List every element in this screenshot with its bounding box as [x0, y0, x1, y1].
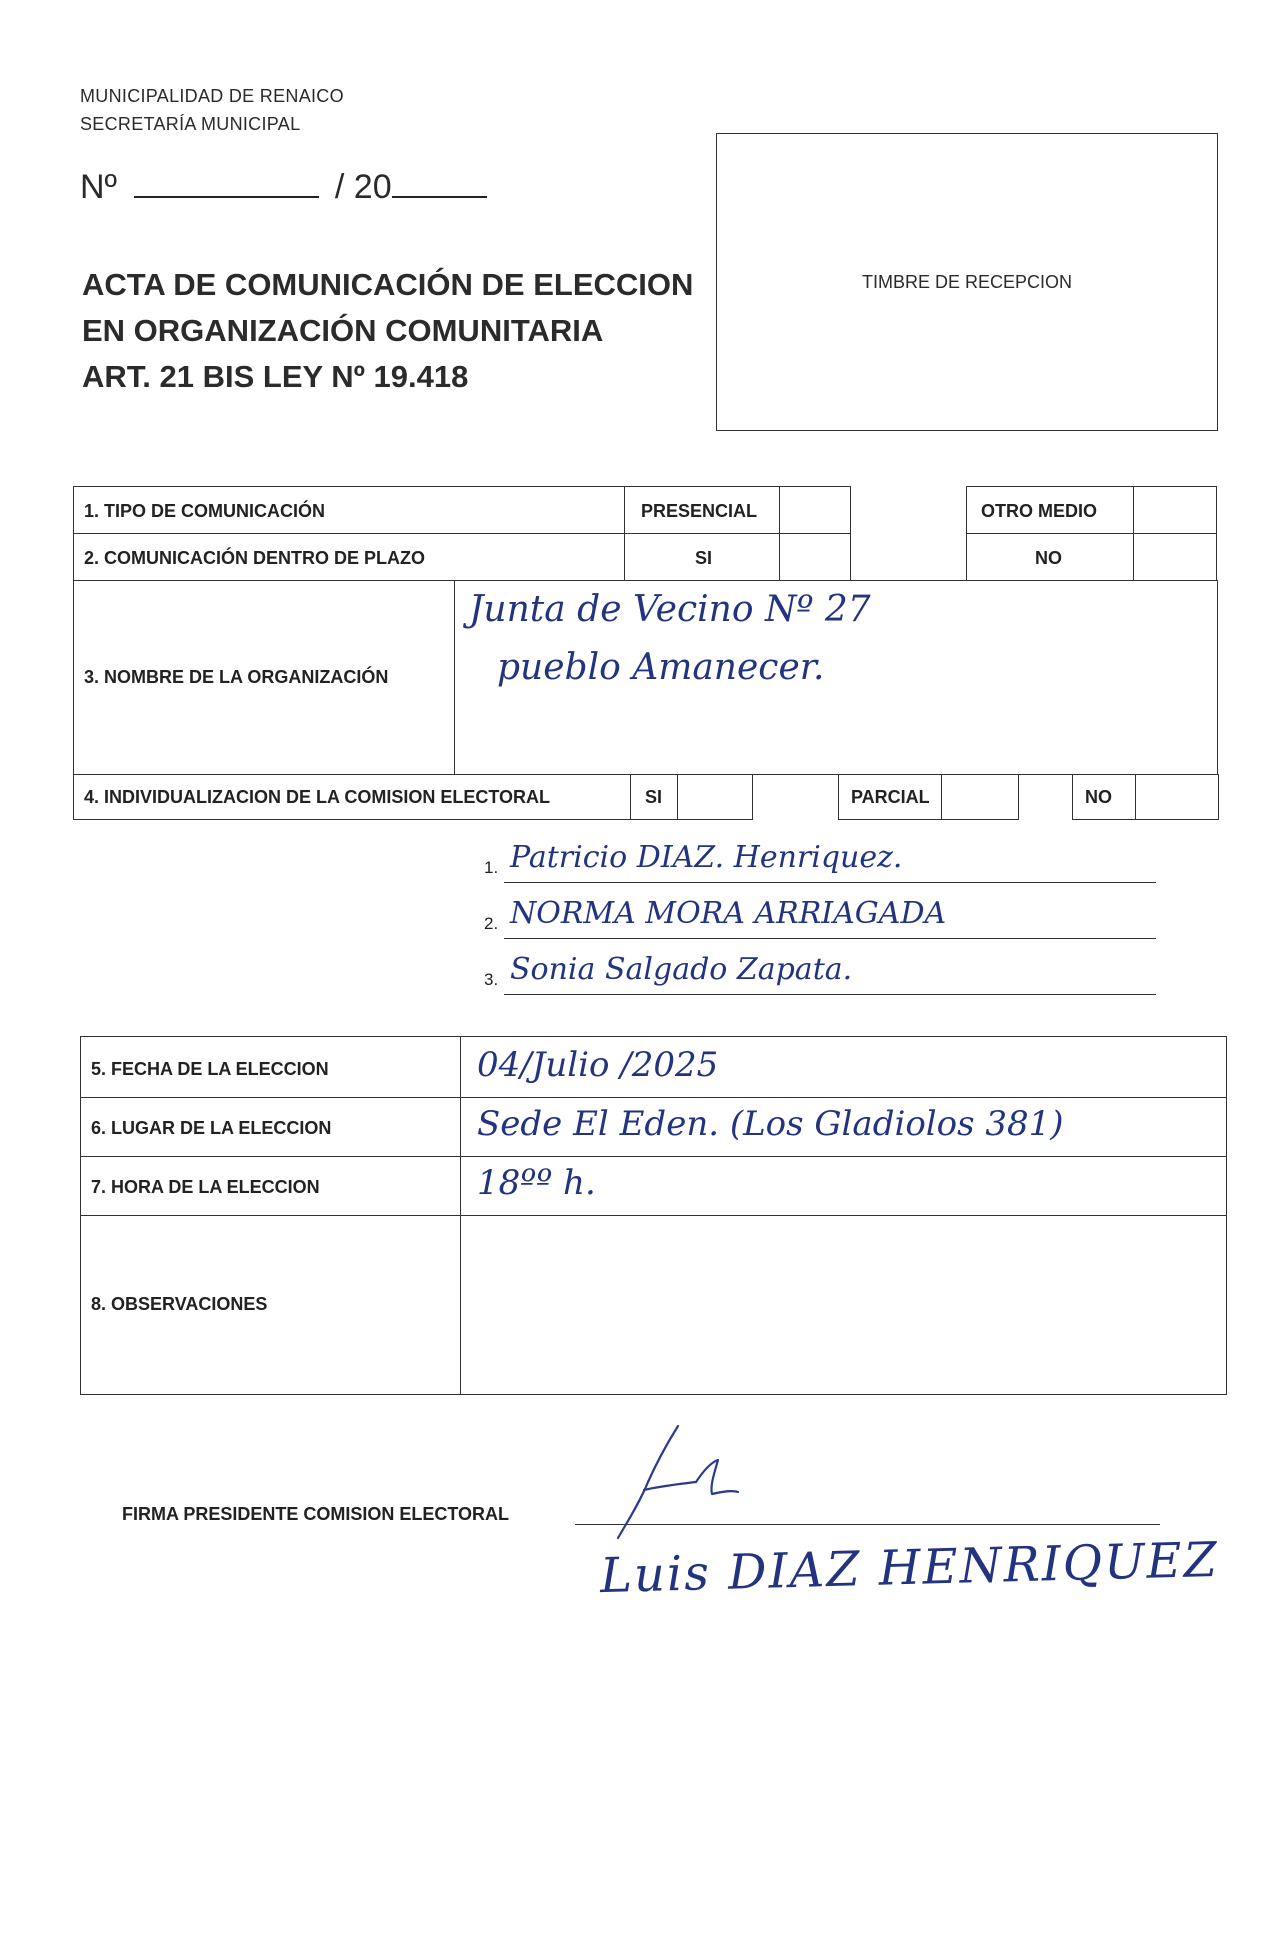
document-title — [82, 262, 693, 400]
member-name-field[interactable] — [504, 948, 1156, 995]
row4-label-cell — [73, 774, 631, 820]
title-line-1: ACTA DE COMUNICACIÓN DE ELECCION — [82, 267, 694, 302]
member-number: 1. — [484, 858, 499, 877]
election-date-value: 04/Julio /2025 — [477, 1045, 719, 1085]
comision-si-label: SI — [645, 787, 663, 807]
comision-parcial-label-cell — [838, 774, 942, 820]
row2-label: 2. COMUNICACIÓN DENTRO DE PLAZO — [84, 548, 426, 568]
comision-no-label-cell — [1072, 774, 1136, 820]
member-row — [480, 892, 1156, 948]
row3-label: 3. NOMBRE DE LA ORGANIZACIÓN — [84, 667, 389, 687]
row8-label: 8. OBSERVACIONES — [91, 1294, 268, 1314]
year-blank — [392, 166, 487, 198]
comision-no-checkbox[interactable] — [1135, 774, 1219, 820]
comision-parcial-checkbox[interactable] — [941, 774, 1019, 820]
row4-label: 4. INDIVIDUALIZACION DE LA COMISION ELECTORAL — [84, 787, 551, 807]
election-time-field[interactable] — [460, 1156, 1227, 1216]
row7-label: 7. HORA DE LA ELECCION — [91, 1177, 320, 1197]
member-name: Sonia Salgado Zapata. — [510, 952, 853, 987]
member-row — [480, 948, 1156, 1004]
member-name-field[interactable] — [504, 892, 1156, 939]
presencial-checkbox[interactable] — [779, 486, 851, 534]
secretariat-name: SECRETARÍA MUNICIPAL — [80, 114, 301, 134]
organization-name-field[interactable] — [454, 580, 1218, 775]
municipality-name: MUNICIPALIDAD DE RENAICO — [80, 86, 344, 106]
otro-medio-checkbox[interactable] — [1133, 486, 1217, 534]
plazo-no-checkbox[interactable] — [1133, 533, 1217, 581]
row2-label-cell — [73, 533, 625, 581]
comision-no-label: NO — [1085, 787, 1112, 807]
reception-stamp-box — [716, 133, 1218, 431]
row5-label: 5. FECHA DE LA ELECCION — [91, 1059, 329, 1079]
number-blank — [134, 166, 319, 198]
comision-si-label-cell — [630, 774, 678, 820]
presencial-label: PRESENCIAL — [641, 501, 758, 521]
otro-medio-label: OTRO MEDIO — [981, 501, 1097, 521]
title-line-2: EN ORGANIZACIÓN COMUNITARIA — [82, 313, 604, 348]
row7-label-cell — [80, 1156, 461, 1216]
signer-name: Luis DIAZ HENRIQUEZ — [599, 1531, 1220, 1605]
plazo-no-label: NO — [1035, 548, 1062, 568]
plazo-si-label: SI — [695, 548, 713, 568]
signature-scribble — [600, 1420, 740, 1550]
row3-label-cell — [73, 580, 455, 775]
row5-label-cell — [80, 1036, 461, 1098]
organization-name-line-2: pueblo Amanecer. — [497, 647, 825, 688]
title-line-3: ART. 21 BIS LEY Nº 19.418 — [82, 359, 469, 394]
year-prefix: / 20 — [334, 168, 392, 206]
row1-label-cell — [73, 486, 625, 534]
election-place-value: Sede El Eden. (Los Gladiolos 381) — [477, 1104, 1064, 1144]
election-date-field[interactable] — [460, 1036, 1227, 1098]
row1-label: 1. TIPO DE COMUNICACIÓN — [84, 501, 326, 521]
member-list — [480, 836, 1156, 1004]
number-prefix: Nº — [80, 168, 117, 206]
member-number: 2. — [484, 914, 499, 933]
presencial-label-cell — [624, 486, 780, 534]
otro-medio-label-cell — [966, 486, 1134, 534]
comision-si-checkbox[interactable] — [677, 774, 753, 820]
plazo-si-label-cell — [624, 533, 780, 581]
stamp-label: TIMBRE DE RECEPCION — [861, 272, 1073, 292]
row8-label-cell — [80, 1215, 461, 1395]
election-time-value: 18ºº h. — [477, 1163, 596, 1203]
organization-name-line-1: Junta de Vecino Nº 27 — [469, 589, 871, 630]
comision-parcial-label: PARCIAL — [851, 787, 930, 807]
row6-label-cell — [80, 1097, 461, 1157]
row6-label: 6. LUGAR DE LA ELECCION — [91, 1118, 332, 1138]
observations-field[interactable] — [460, 1215, 1227, 1395]
member-name: Patricio DIAZ. Henriquez. — [510, 840, 903, 875]
signature-label: FIRMA PRESIDENTE COMISION ELECTORAL — [122, 1504, 510, 1524]
election-place-field[interactable] — [460, 1097, 1227, 1157]
member-row — [480, 836, 1156, 892]
member-name-field[interactable] — [504, 836, 1156, 883]
member-number: 3. — [484, 970, 499, 989]
plazo-no-label-cell — [966, 533, 1134, 581]
plazo-si-checkbox[interactable] — [779, 533, 851, 581]
document-number — [80, 166, 487, 207]
member-name: NORMA MORA ARRIAGADA — [510, 896, 947, 931]
